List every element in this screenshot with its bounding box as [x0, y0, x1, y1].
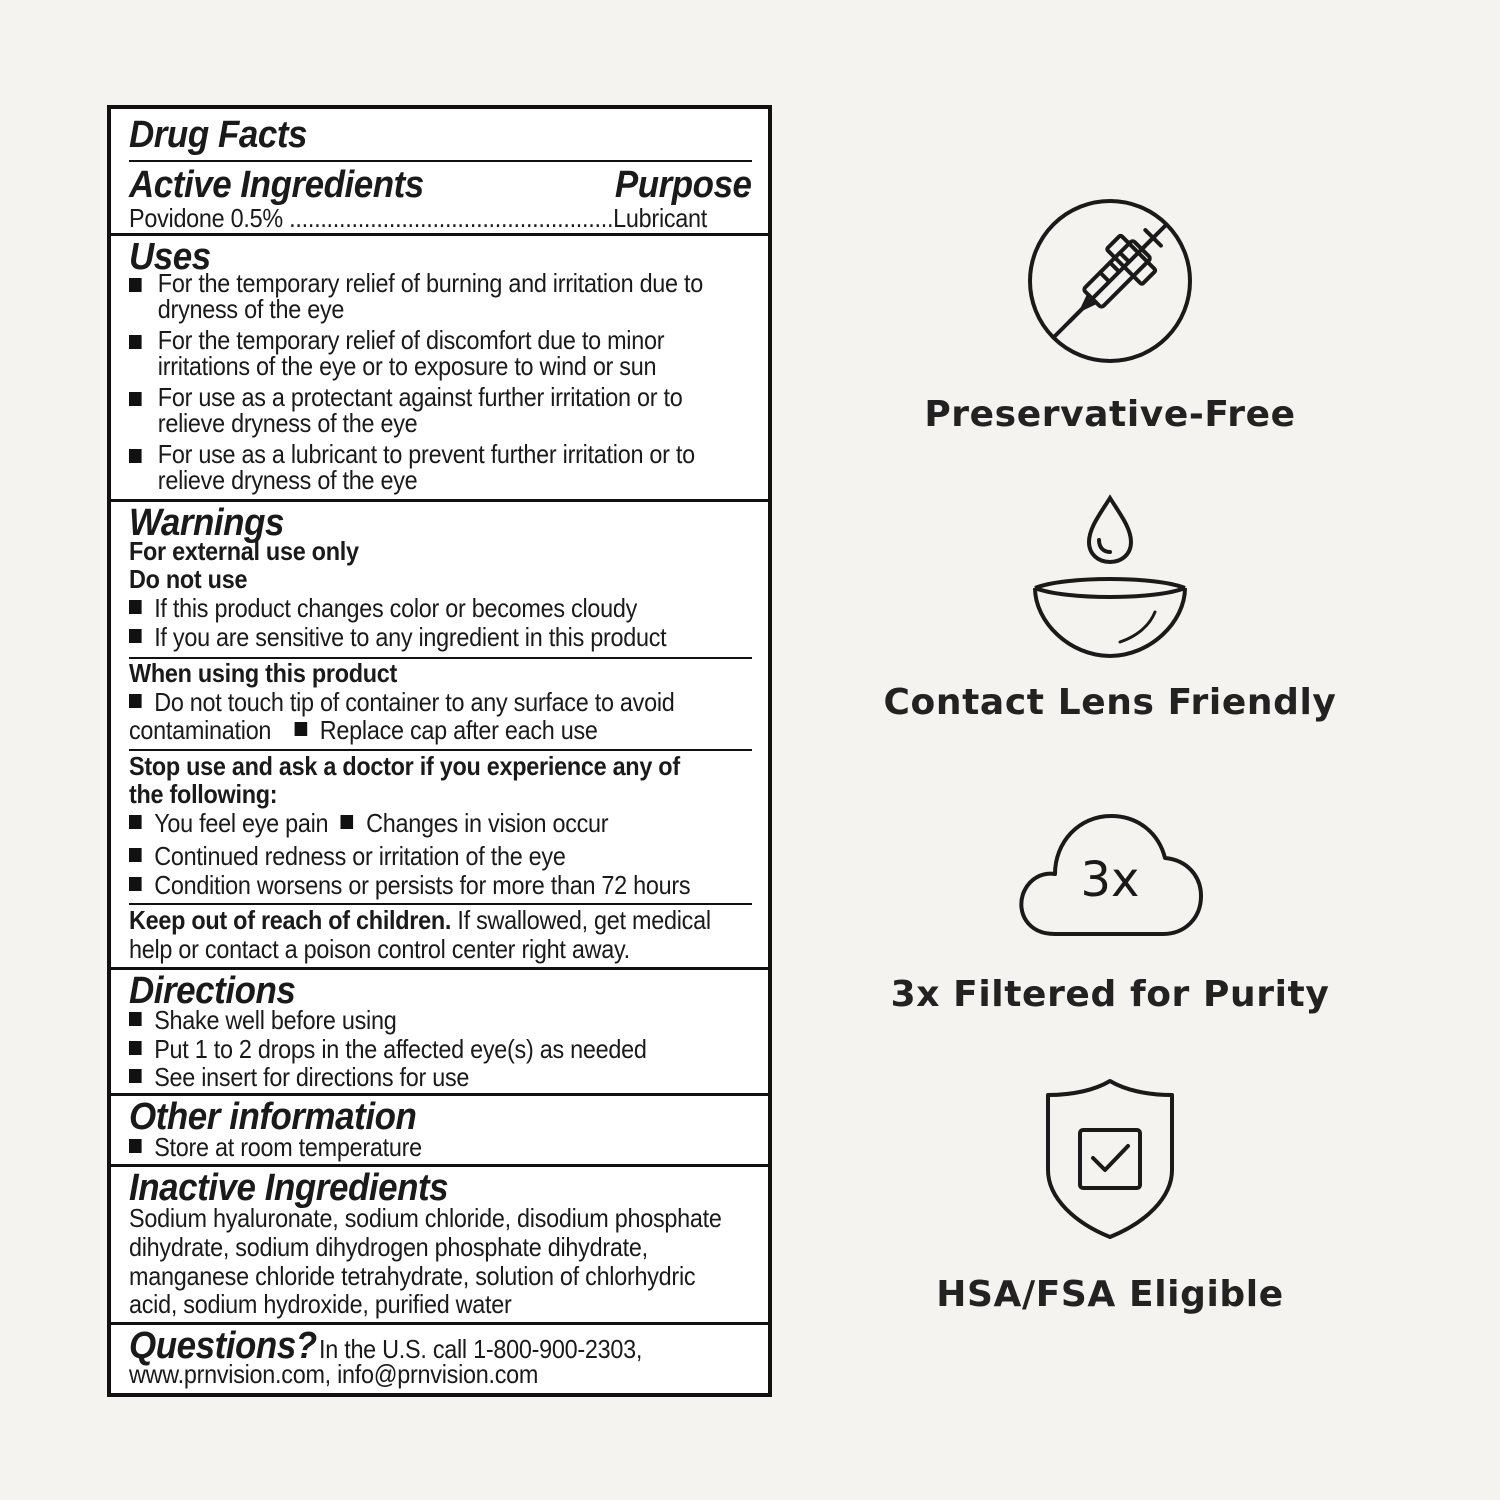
active-ingredient-name: Povidone 0.5%: [129, 203, 283, 233]
cloud-3x-icon: [1015, 812, 1205, 942]
badge-filtered: [880, 812, 1340, 1015]
bullet: [295, 722, 308, 736]
no-syringe-icon: [1025, 196, 1195, 366]
when-using-line: Do not touch tip of container to any surface to avoid: [129, 688, 690, 717]
uses-list: [129, 268, 704, 495]
bullet: [129, 629, 142, 643]
questions-contact: www.prnvision.com, info@prnvision.com: [129, 1359, 539, 1389]
inactive-ingredients-line: Sodium hyaluronate, sodium chloride, disodium phosphate: [129, 1203, 722, 1233]
list-item: For the temporary relief of discomfort due to minor irritations of the eye or to exposure to wind or sun: [129, 327, 690, 379]
when-using-heading: When using this product: [129, 658, 398, 688]
active-ingredient-row: [129, 203, 708, 233]
drug-facts-title: Drug Facts: [129, 114, 308, 156]
stop-use-heading: Stop use and ask a doctor if you experience any of: [129, 751, 680, 781]
badge-preservative-free: [880, 196, 1340, 435]
list-item: For use as a protectant against further irritation or to relieve dryness of the eye: [129, 384, 690, 436]
questions-heading: Questions?: [129, 1325, 317, 1367]
keep-out-text-2: help or contact a poison control center right away.: [129, 934, 630, 964]
bullet: [129, 1041, 142, 1055]
list-item: For use as a lubricant to prevent further irritation or to relieve dryness of the eye: [129, 441, 690, 493]
bullet: [129, 278, 142, 292]
uses-heading: Uses: [129, 236, 211, 278]
do-not-use-item: If this product changes color or becomes cloudy: [129, 594, 690, 623]
bullet: [129, 815, 142, 829]
inactive-ingredients-line: acid, sodium hydroxide, purified water: [129, 1289, 512, 1319]
directions-item: Shake well before using: [129, 1006, 690, 1035]
active-ingredient-purpose: Lubricant: [613, 203, 708, 233]
bullet: [129, 600, 142, 614]
inactive-ingredients-line: dihydrate, sodium dihydrogen phosphate dihydrate,: [129, 1232, 648, 1262]
badge-label: Preservative-Free: [924, 394, 1296, 435]
stop-use-line: You feel eye pain Changes in vision occur: [129, 809, 690, 838]
directions-item: See insert for directions for use: [129, 1063, 690, 1092]
badge-label: 3x Filtered for Purity: [890, 974, 1330, 1015]
stop-use-line: Condition worsens or persists for more than 72 hours: [129, 871, 690, 900]
inactive-ingredients-heading: Inactive Ingredients: [129, 1167, 449, 1209]
questions-phone: In the U.S. call 1-800-900-2303,: [319, 1334, 643, 1364]
keep-out-text: Keep out of reach of children. If swallowed, get medical: [129, 905, 711, 935]
purpose-heading: Purpose: [615, 164, 752, 206]
badge-contact-lens-friendly: [880, 492, 1340, 723]
bullet: [129, 449, 142, 463]
external-use-text: For external use only: [129, 536, 359, 566]
badge-hsa-fsa: [880, 1078, 1340, 1315]
bullet: [129, 877, 142, 891]
list-item: For the temporary relief of burning and irritation due to dryness of the eye: [129, 270, 690, 322]
drug-facts-panel: [107, 105, 772, 1397]
when-using-line: contamination Replace cap after each use: [129, 715, 598, 745]
leader-dots: ....................................................: [289, 203, 614, 233]
other-information-heading: Other information: [129, 1096, 417, 1138]
shield-check-icon: [1045, 1078, 1175, 1240]
do-not-use-heading: Do not use: [129, 564, 248, 594]
stop-use-line: Continued redness or irritation of the eye: [129, 842, 690, 871]
badge-label: Contact Lens Friendly: [883, 682, 1337, 723]
bullet: [129, 694, 142, 708]
bullet: [129, 1012, 142, 1026]
directions-item: Put 1 to 2 drops in the affected eye(s) as needed: [129, 1035, 690, 1064]
bullet: [129, 335, 142, 349]
directions-heading: Directions: [129, 970, 296, 1012]
other-information-item: Store at room temperature: [129, 1133, 690, 1162]
bullet: [129, 1069, 142, 1083]
do-not-use-item: If you are sensitive to any ingredient in this product: [129, 623, 690, 652]
bullet: [129, 848, 142, 862]
bullet: [129, 1139, 142, 1153]
warnings-heading: Warnings: [129, 502, 284, 544]
contact-lens-drop-icon: [1025, 492, 1195, 662]
bullet: [341, 815, 354, 829]
divider: [129, 160, 752, 162]
active-ingredients-heading: Active Ingredients: [129, 164, 424, 206]
stop-use-heading-2: the following:: [129, 779, 278, 809]
inactive-ingredients-line: manganese chloride tetrahydrate, solution of chlorhydric: [129, 1261, 696, 1291]
bullet: [129, 392, 142, 406]
badge-label: HSA/FSA Eligible: [936, 1274, 1284, 1315]
cloud-3x-label: 3x: [1080, 852, 1140, 908]
